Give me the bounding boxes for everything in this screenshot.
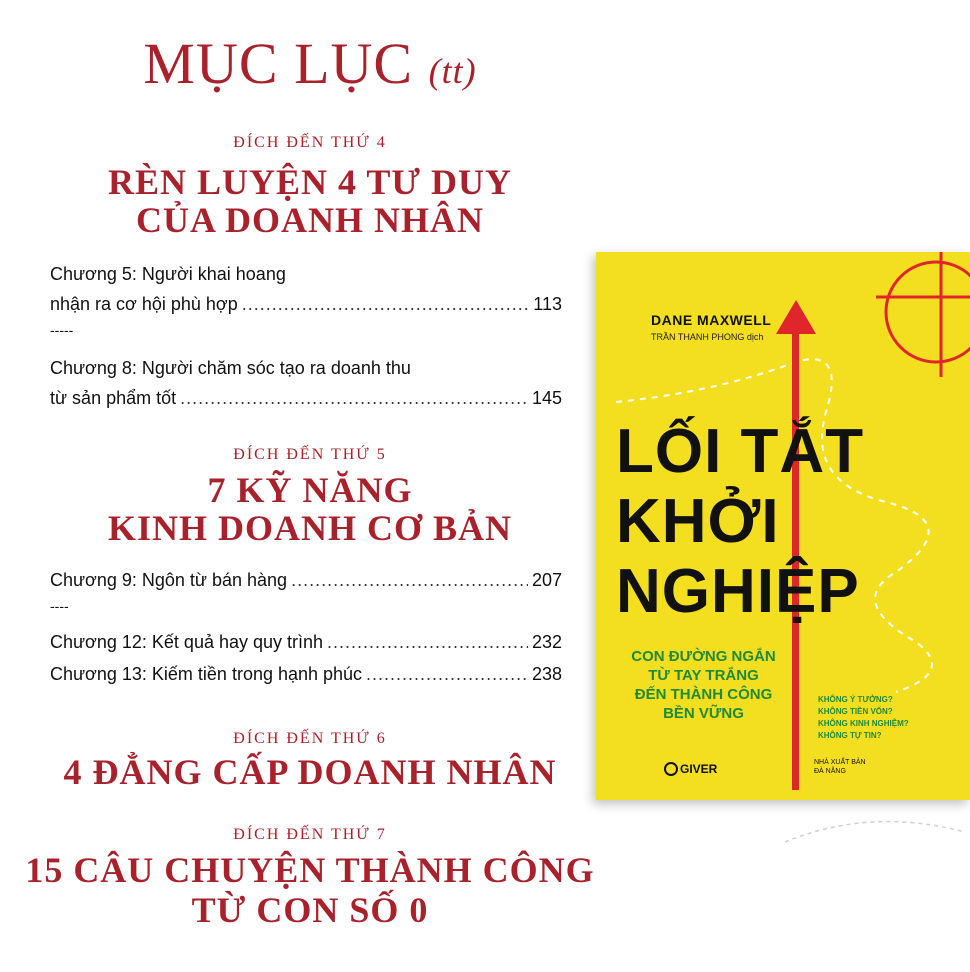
book-title-line1: LỐI TẮT <box>616 417 865 486</box>
toc-ch8-page: 145 <box>531 388 562 408</box>
section-5-eyebrow: ĐÍCH ĐẾN THỨ 5 <box>233 446 387 463</box>
section-6-eyebrow: ĐÍCH ĐẾN THỨ 6 <box>233 730 387 747</box>
toc-ch12-page: 232 <box>531 632 562 652</box>
toc-ch5-text: nhận ra cơ hội phù hợp <box>50 294 238 314</box>
section-5-heading-line1: 7 KỸ NĂNG <box>207 470 413 510</box>
subtitle-line: ĐẾN THÀNH CÔNG <box>634 686 773 703</box>
toc-ch13-text: Chương 13: Kiếm tiền trong hạnh phúc <box>50 664 363 684</box>
toc-ch5-line1: Chương 5: Người khai hoang <box>50 264 286 284</box>
section-5-heading-line2: KINH DOANH CƠ BẢN <box>107 508 513 548</box>
toc-dot-leader <box>366 664 528 685</box>
section-6-heading: 4 ĐẲNG CẤP DOANH NHÂN <box>63 752 557 792</box>
publisher-danang-line1: NHÀ XUẤT BẢN <box>814 759 866 766</box>
book-title-line2: KHỞI <box>616 487 780 556</box>
section-4-eyebrow: ĐÍCH ĐẾN THỨ 4 <box>233 134 387 151</box>
toc-dot-leader <box>242 294 530 315</box>
subtitle-line: CON ĐƯỜNG NGẮN <box>631 648 776 665</box>
toc-separator: ----- <box>50 322 74 338</box>
toc-ch12-text: Chương 12: Kết quả hay quy trình <box>50 632 324 652</box>
decorative-arc <box>780 812 970 852</box>
toc-separator: ---- <box>50 598 69 614</box>
toc-ch9-page: 207 <box>531 570 562 590</box>
section-7-heading-line2: TỪ CON SỐ 0 <box>191 890 429 930</box>
book-subtitle <box>616 647 791 723</box>
title-suffix: (tt) <box>428 51 477 91</box>
giver-logo-icon <box>664 762 678 776</box>
toc-ch8-line2 <box>50 388 562 412</box>
book-author: DANE MAXWELL <box>651 312 772 328</box>
toc-dot-leader <box>327 632 528 653</box>
toc-ch8-text: từ sản phẩm tốt <box>50 388 177 408</box>
toc-dot-leader <box>291 570 528 591</box>
section-7-eyebrow: ĐÍCH ĐẾN THỨ 7 <box>233 826 387 843</box>
page-title <box>0 30 620 97</box>
question-line: KHÔNG TIỀN VỐN? <box>818 707 893 716</box>
toc-ch13-page: 238 <box>531 664 562 684</box>
question-line: KHÔNG TỰ TIN? <box>818 731 882 740</box>
toc-ch5-line2 <box>50 294 562 318</box>
toc-ch5-page: 113 <box>533 294 562 314</box>
publisher-giver: GIVER <box>680 762 718 776</box>
publisher-danang <box>814 758 866 776</box>
question-line: KHÔNG Ý TƯỞNG? <box>818 695 893 704</box>
question-line: KHÔNG KINH NGHIỆM? <box>818 719 909 728</box>
subtitle-line: TỪ TAY TRẮNG <box>648 667 759 684</box>
toc-ch9-text: Chương 9: Ngôn từ bán hàng <box>50 570 288 590</box>
toc-ch13 <box>50 664 562 688</box>
section-4-heading-line1: RÈN LUYỆN 4 TƯ DUY <box>107 162 513 202</box>
section-4-heading-line2: CỦA DOANH NHÂN <box>135 200 484 240</box>
title-main: MỤC LỤC <box>143 31 414 96</box>
subtitle-line: BỀN VỮNG <box>663 705 744 722</box>
book-cover <box>596 252 970 800</box>
toc-dot-leader <box>180 388 528 409</box>
toc-ch8-line1: Chương 8: Người chăm sóc tạo ra doanh thu <box>50 358 411 378</box>
book-translator: TRẦN THANH PHONG dịch <box>651 332 764 342</box>
book-title-line3: NGHIỆP <box>616 557 860 626</box>
toc-ch9 <box>50 570 562 594</box>
book-questions <box>818 694 909 742</box>
section-7-heading-line1: 15 CÂU CHUYỆN THÀNH CÔNG <box>25 850 595 890</box>
publisher-danang-line2: ĐÀ NẴNG <box>814 768 846 775</box>
toc-ch12 <box>50 632 562 656</box>
